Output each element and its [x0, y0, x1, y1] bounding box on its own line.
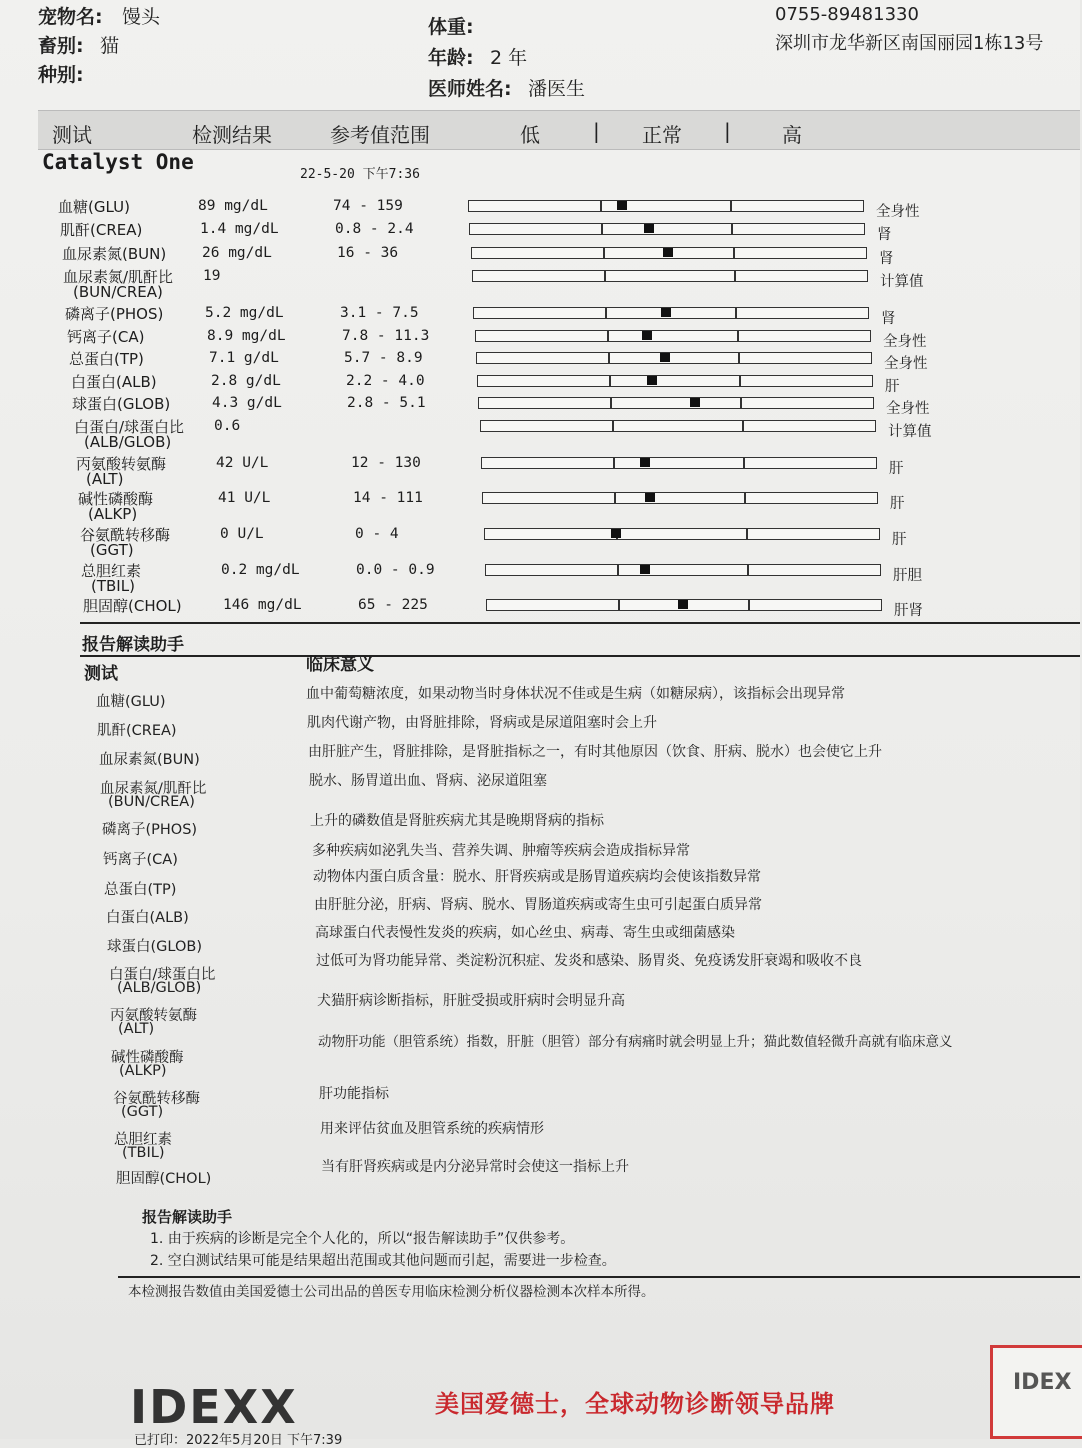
range-bar	[476, 352, 872, 364]
range-bar	[475, 330, 871, 342]
interpretation-col-meaning: 临床意义	[306, 655, 374, 675]
idexx-stamp	[990, 1345, 1082, 1439]
result-value: 0 U/L	[220, 526, 264, 542]
result-reference: 65 - 225	[358, 597, 428, 613]
range-bar	[481, 457, 877, 469]
result-reference: 2.8 - 5.1	[347, 395, 426, 411]
stamp-logo: IDEX	[1013, 1370, 1072, 1395]
weight-label: 体重:	[428, 16, 474, 38]
result-organ: 肝肾	[894, 603, 923, 619]
result-reference: 14 - 111	[353, 490, 423, 506]
result-name-abbr: (BUN/CREA)	[73, 283, 163, 301]
column-header	[38, 110, 1080, 150]
col-reference: 参考值范围	[330, 123, 430, 147]
result-reference: 0 - 4	[355, 526, 399, 542]
result-value: 0.2 mg/dL	[221, 562, 300, 578]
interpretation-meaning: 由肝脏产生，肾脏排除，是肾脏指标之一，有时其他原因（饮食、肝病、脱水）也会使它上升	[308, 744, 882, 760]
interpretation-meaning: 上升的磷数值是肾脏疾病尤其是晚期肾病的指标	[310, 813, 604, 829]
interpretation-test-name: 肌酐(CREA)	[97, 723, 177, 739]
interpretation-meaning: 脱水、肠胃道出血、肾病、泌尿道阻塞	[309, 773, 547, 789]
result-value: 8.9 mg/dL	[207, 328, 286, 344]
range-low-divider	[614, 492, 616, 504]
result-marker	[645, 493, 655, 502]
result-marker	[647, 376, 657, 385]
range-bar	[471, 247, 867, 259]
range-high-divider	[740, 397, 742, 409]
interpretation-meaning: 过低可为肾功能异常、类淀粉沉积症、发炎和感染、肠胃炎、免疫诱发肝衰竭和吸收不良	[316, 953, 862, 969]
range-high-divider	[734, 270, 736, 282]
range-bar	[486, 599, 882, 611]
range-low-divider	[612, 420, 614, 432]
species-label: 畜别:	[38, 35, 84, 57]
result-reference: 5.7 - 8.9	[344, 350, 423, 366]
result-organ: 肝	[885, 379, 900, 395]
result-marker	[690, 398, 700, 407]
range-bar	[469, 223, 865, 235]
footer-note: 本检测报告数值由美国爱德士公司出品的兽医专用临床检测分析仪器检测本次样本所得。	[128, 1284, 655, 1300]
section-rule-top	[80, 622, 1080, 624]
result-organ: 计算值	[880, 274, 924, 290]
result-name-abbr: (TBIL)	[91, 577, 135, 595]
result-value: 146 mg/dL	[223, 597, 302, 613]
printed-timestamp: 已打印：2022年5月20日 下午7:39	[134, 1433, 343, 1448]
footer-rule	[118, 1276, 1080, 1278]
result-marker	[660, 353, 670, 362]
range-high-divider	[747, 564, 749, 576]
range-bar	[478, 397, 874, 409]
range-low-divider	[601, 223, 603, 235]
interpretation-meaning: 多种疾病如泌乳失当、营养失调、肿瘤等疾病会造成指标异常	[312, 843, 690, 859]
range-low-divider	[607, 330, 609, 342]
interpretation-test-name: 血糖(GLU)	[96, 694, 166, 710]
range-high-divider	[742, 420, 744, 432]
result-marker	[611, 529, 621, 538]
result-organ: 肝	[889, 461, 904, 477]
col-normal: 正常	[642, 123, 682, 147]
result-name: 钙离子(CA)	[67, 328, 145, 346]
idexx-logo: IDEXX	[130, 1380, 298, 1434]
species: 猫	[100, 35, 120, 57]
interpretation-test-abbr: (ALB/GLOB)	[117, 980, 202, 996]
interpretation-test-abbr: (GGT)	[121, 1104, 164, 1120]
clinic-address: 深圳市龙华新区南国丽园1栋13号	[775, 33, 1044, 54]
result-name-abbr: (ALB/GLOB)	[84, 433, 172, 451]
result-name: 白蛋白(ALB)	[71, 373, 157, 391]
result-marker	[617, 201, 627, 210]
result-name: 丙氨酸转氨酶	[76, 455, 167, 473]
pet-name-label: 宠物名:	[38, 6, 103, 28]
result-value: 4.3 g/dL	[212, 395, 282, 411]
col-high: 高	[782, 123, 802, 147]
interpretation-test-name: 球蛋白(GLOB)	[107, 939, 202, 955]
result-marker	[661, 308, 671, 317]
result-marker	[640, 565, 650, 574]
result-name: 谷氨酰转移酶	[80, 526, 171, 544]
result-name: 白蛋白/球蛋白比	[74, 418, 185, 436]
result-reference: 0.0 - 0.9	[356, 562, 435, 578]
result-name: 球蛋白(GLOB)	[72, 395, 171, 413]
note-item: 1. 由于疾病的诊断是完全个人化的，所以“报告解读助手”仅供参考。	[150, 1231, 575, 1247]
range-high-divider	[738, 352, 740, 364]
breed-label: 种别:	[38, 64, 84, 86]
range-high-divider	[744, 492, 746, 504]
range-low-divider	[617, 564, 619, 576]
interpretation-test-name: 钙离子(CA)	[103, 852, 178, 868]
result-name: 血尿素氮(BUN)	[62, 245, 167, 263]
range-low-divider	[604, 270, 606, 282]
result-organ: 肾	[881, 311, 896, 327]
range-bar	[482, 492, 878, 504]
range-high-divider	[748, 599, 750, 611]
col-low: 低	[520, 123, 540, 147]
clinic-phone: 0755-89481330	[775, 4, 919, 25]
brand-slogan: 美国爱德士，全球动物诊断领导品牌	[435, 1390, 835, 1418]
range-high-divider	[739, 375, 741, 387]
note-item: 2. 空白测试结果可能是结果超出范围或其他问题而引起，需要进一步检查。	[150, 1253, 616, 1269]
range-bar	[484, 528, 880, 540]
interpretation-meaning: 当有肝肾疾病或是内分泌异常时会使这一指标上升	[321, 1159, 629, 1175]
result-value: 42 U/L	[216, 455, 269, 471]
interpretation-test-abbr: (ALKP)	[119, 1063, 167, 1079]
result-value: 0.6	[214, 418, 241, 434]
interpretation-test-name: 碱性磷酸酶	[111, 1050, 184, 1066]
result-reference: 74 - 159	[333, 198, 403, 214]
range-bar	[473, 307, 869, 319]
result-marker	[678, 600, 688, 609]
range-bar	[468, 200, 864, 212]
result-value: 7.1 g/dL	[209, 350, 279, 366]
result-value: 2.8 g/dL	[211, 373, 281, 389]
result-reference: 2.2 - 4.0	[346, 373, 425, 389]
col-sep-2: |	[724, 119, 731, 143]
range-low-divider	[609, 375, 611, 387]
result-marker	[640, 458, 650, 467]
result-reference: 7.8 - 11.3	[342, 328, 430, 344]
interpretation-meaning: 用来评估贫血及胆管系统的疾病情形	[320, 1121, 544, 1137]
range-bar	[485, 564, 881, 576]
notes-title: 报告解读助手	[142, 1208, 233, 1226]
interpretation-test-abbr: (BUN/CREA)	[108, 794, 195, 810]
result-name: 血糖(GLU)	[58, 198, 130, 216]
result-reference: 12 - 130	[351, 455, 421, 471]
pet-name: 馒头	[122, 6, 161, 28]
interpretation-test-name: 血尿素氮(BUN)	[99, 752, 200, 768]
result-name: 胆固醇(CHOL)	[83, 597, 182, 615]
result-value: 5.2 mg/dL	[205, 305, 284, 321]
interpretation-title: 报告解读助手	[82, 635, 184, 655]
result-reference: 3.1 - 7.5	[340, 305, 419, 321]
result-organ: 全身性	[883, 334, 927, 350]
range-high-divider	[743, 457, 745, 469]
section-rule-mid	[80, 655, 1080, 657]
doctor-name: 潘医生	[528, 78, 586, 100]
result-name-abbr: (ALT)	[86, 470, 124, 488]
interpretation-test-name: 总胆红素	[114, 1132, 172, 1148]
result-name: 肌酐(CREA)	[60, 221, 143, 239]
result-marker	[642, 331, 652, 340]
range-high-divider	[735, 307, 737, 319]
range-bar	[472, 270, 868, 282]
result-organ: 全身性	[884, 356, 928, 372]
result-reference: 16 - 36	[337, 245, 399, 261]
range-high-divider	[730, 200, 732, 212]
col-result: 检测结果	[192, 123, 272, 147]
age: 2 年	[490, 47, 528, 69]
range-low-divider	[603, 247, 605, 259]
interpretation-meaning: 动物肝功能（胆管系统）指数，肝脏（胆管）部分有病痛时就会明显上升；猫此数值轻微升高就有临床意义	[318, 1034, 953, 1050]
result-reference: 0.8 - 2.4	[335, 221, 414, 237]
range-high-divider	[746, 528, 748, 540]
range-high-divider	[737, 330, 739, 342]
interpretation-test-name: 总蛋白(TP)	[104, 882, 177, 898]
result-name-abbr: (GGT)	[90, 541, 134, 559]
result-name: 碱性磷酸酶	[78, 490, 154, 508]
result-organ: 肝	[890, 496, 905, 512]
result-organ: 肾	[879, 251, 894, 267]
range-low-divider	[618, 599, 620, 611]
col-test: 测试	[52, 123, 92, 147]
range-high-divider	[731, 223, 733, 235]
range-low-divider	[613, 457, 615, 469]
interpretation-meaning: 高球蛋白代表慢性发炎的疾病，如心丝虫、病毒、寄生虫或细菌感染	[315, 925, 735, 941]
interpretation-meaning: 肌肉代谢产物，由肾脏排除，肾病或是尿道阻塞时会上升	[307, 715, 657, 731]
result-name: 磷离子(PHOS)	[65, 305, 164, 323]
analyzer-datetime: 22-5-20 下午7:36	[300, 167, 420, 182]
interpretation-col-test: 测试	[84, 664, 118, 684]
interpretation-meaning: 动物体内蛋白质含量：脱水、肝肾疾病或是肠胃道疾病均会使该指数异常	[313, 869, 761, 885]
result-organ: 肝	[892, 532, 907, 548]
col-sep-1: |	[593, 119, 600, 143]
interpretation-test-name: 磷离子(PHOS)	[102, 822, 198, 838]
result-organ: 肾	[877, 227, 892, 243]
result-organ: 全身性	[886, 401, 930, 417]
interpretation-test-name: 胆固醇(CHOL)	[116, 1171, 212, 1187]
range-low-divider	[600, 200, 602, 212]
result-value: 1.4 mg/dL	[200, 221, 279, 237]
interpretation-test-abbr: (ALT)	[118, 1021, 155, 1037]
result-name: 血尿素氮/肌酐比	[63, 268, 174, 286]
result-marker	[644, 224, 654, 233]
interpretation-test-name: 白蛋白/球蛋白比	[109, 967, 216, 983]
interpretation-test-name: 白蛋白(ALB)	[106, 910, 189, 926]
doctor-label: 医师姓名:	[428, 78, 512, 100]
interpretation-test-name: 血尿素氮/肌酐比	[100, 781, 207, 797]
range-bar	[477, 375, 873, 387]
result-organ: 全身性	[876, 204, 920, 220]
result-organ: 肝胆	[893, 568, 922, 584]
range-low-divider	[610, 397, 612, 409]
range-low-divider	[608, 352, 610, 364]
result-organ: 计算值	[888, 424, 932, 440]
result-value: 19	[203, 268, 221, 284]
age-label: 年龄:	[428, 47, 474, 69]
range-high-divider	[733, 247, 735, 259]
result-value: 89 mg/dL	[198, 198, 268, 214]
result-value: 41 U/L	[218, 490, 271, 506]
interpretation-meaning: 血中葡萄糖浓度，如果动物当时身体状况不佳或是生病（如糖尿病），该指标会出现异常	[306, 686, 845, 702]
interpretation-meaning: 由肝脏分泌，肝病、肾病、脱水、胃肠道疾病或寄生虫可引起蛋白质异常	[314, 897, 762, 913]
range-bar	[480, 420, 876, 432]
result-marker	[663, 248, 673, 257]
range-low-divider	[605, 307, 607, 319]
interpretation-test-name: 丙氨酸转氨酶	[110, 1008, 197, 1024]
result-value: 26 mg/dL	[202, 245, 272, 261]
interpretation-test-abbr: (TBIL)	[122, 1145, 165, 1161]
result-name: 总胆红素	[81, 562, 142, 580]
result-name: 总蛋白(TP)	[69, 350, 144, 368]
result-name-abbr: (ALKP)	[88, 505, 138, 523]
analyzer-name: Catalyst One	[42, 150, 194, 174]
interpretation-test-name: 谷氨酰转移酶	[113, 1091, 200, 1107]
interpretation-meaning: 肝功能指标	[319, 1086, 389, 1102]
interpretation-meaning: 犬猫肝病诊断指标，肝脏受损或肝病时会明显升高	[317, 993, 625, 1009]
